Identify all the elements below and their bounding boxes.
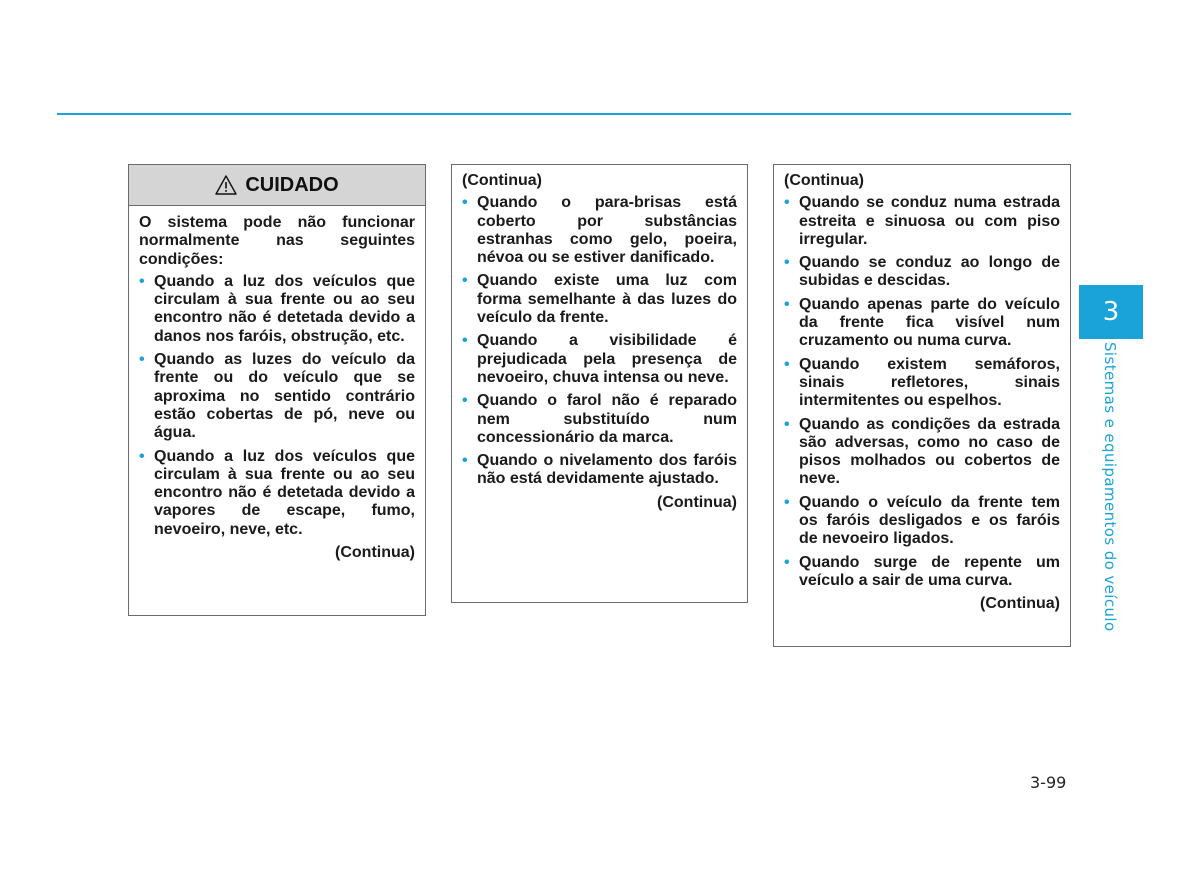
- top-divider: [57, 113, 1071, 115]
- continued-content: [774, 165, 1070, 614]
- list-item: • Quando existem semáforos, sinais refletores, sinais intermitentes ou espelhos.: [784, 355, 1060, 410]
- list-item: • Quando a luz dos veículos que circulam à sua frente ou ao seu encontro não é detetada devido a danos nos faróis, obstrução, etc.: [139, 272, 415, 345]
- caution-header: [129, 165, 425, 206]
- list-item: • Quando as luzes do veículo da frente ou do veículo que se aproxima no sentido contrário estão cobertas de pó, neve ou água.: [139, 351, 415, 442]
- bullet-dot-icon: •: [462, 392, 468, 410]
- bullet-dot-icon: •: [139, 272, 145, 290]
- list-item: • Quando existe uma luz com forma semelhante à das luzes do veículo da frente.: [462, 272, 737, 327]
- caution-intro: O sistema pode não funcionar normalmente nas seguintes condições:: [139, 214, 415, 268]
- bullet-dot-icon: •: [462, 452, 468, 470]
- continued-box-1: [451, 164, 748, 603]
- bullet-dot-icon: •: [784, 415, 790, 433]
- list-item: • Quando o farol não é reparado nem substituído num concessionário da marca.: [462, 392, 737, 446]
- continued-box-2: [773, 164, 1071, 647]
- warning-triangle-icon: [215, 175, 237, 195]
- bullet-dot-icon: •: [784, 553, 790, 571]
- condition-list: [462, 194, 737, 488]
- list-item: • Quando o para-brisas está coberto por substâncias estranhas como gelo, poeira, névoa ou se estiver danificado.: [462, 194, 737, 267]
- chapter-title: Sistemas e equipamentos do veículo: [1101, 342, 1119, 632]
- list-item: • Quando se conduz ao longo de subidas e descidas.: [784, 254, 1060, 290]
- bullet-dot-icon: •: [784, 355, 790, 373]
- continued-label: (Continua): [784, 172, 864, 189]
- bullet-dot-icon: •: [139, 447, 145, 465]
- bullet-dot-icon: •: [784, 194, 790, 212]
- bullet-dot-icon: •: [139, 351, 145, 369]
- continued-label: (Continua): [462, 172, 542, 189]
- chapter-tab: 3: [1079, 285, 1143, 339]
- condition-list: [139, 273, 415, 539]
- continues-label: (Continua): [657, 493, 737, 511]
- list-item: • Quando o nivelamento dos faróis não está devidamente ajustado.: [462, 452, 737, 488]
- bullet-dot-icon: •: [784, 493, 790, 511]
- list-item: • Quando as condições da estrada são adversas, como no caso de pisos molhados ou cobertos de neve.: [784, 415, 1060, 488]
- list-item: • Quando surge de repente um veículo a sair de uma curva.: [784, 553, 1060, 589]
- caution-title: CUIDADO: [245, 173, 339, 196]
- list-item: • Quando se conduz numa estrada estreita e sinuosa ou com piso irregular.: [784, 194, 1060, 248]
- page-number: 3-99: [1030, 773, 1067, 792]
- list-item: • Quando a visibilidade é prejudicada pela presença de nevoeiro, chuva intensa ou neve.: [462, 332, 737, 386]
- bullet-dot-icon: •: [462, 194, 468, 212]
- bullet-dot-icon: •: [784, 254, 790, 272]
- bullet-dot-icon: •: [462, 272, 468, 290]
- bullet-dot-icon: •: [462, 332, 468, 350]
- list-item: • Quando apenas parte do veículo da frente fica visível num cruzamento ou numa curva.: [784, 295, 1060, 350]
- caution-box: [128, 164, 426, 616]
- list-item: • Quando a luz dos veículos que circulam à sua frente ou ao seu encontro não é detetada devido a vapores de escape, fumo, nevoeiro, neve, etc.: [139, 447, 415, 538]
- list-item: • Quando o veículo da frente tem os faróis desligados e os faróis de nevoeiro ligados.: [784, 493, 1060, 548]
- condition-list: [784, 194, 1060, 590]
- bullet-dot-icon: •: [784, 295, 790, 313]
- continued-content: [452, 165, 747, 512]
- caution-content: [129, 206, 425, 562]
- continues-label: (Continua): [980, 595, 1060, 613]
- continues-label: (Continua): [335, 544, 415, 562]
